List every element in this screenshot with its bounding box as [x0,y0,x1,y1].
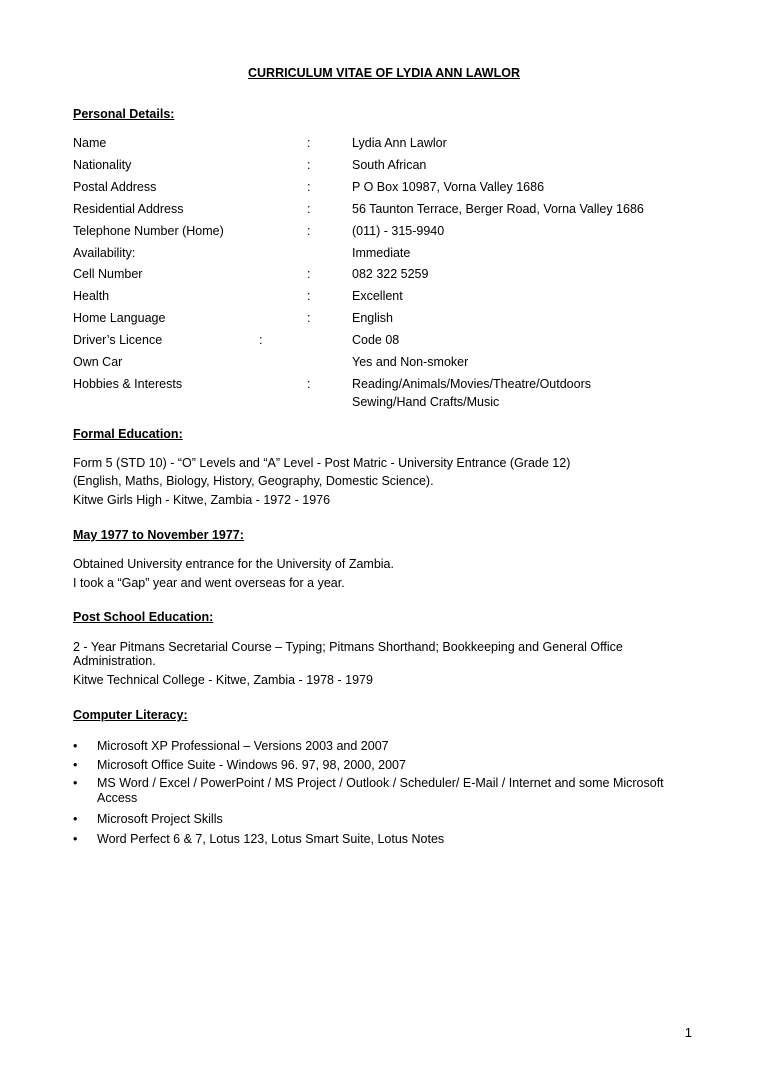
personal-details-heading: Personal Details: [73,107,175,121]
detail-value: Reading/Animals/Movies/Theatre/Outdoors [352,377,592,391]
detail-value: Lydia Ann Lawlor [352,136,447,150]
detail-value: P O Box 10987, Vorna Valley 1686 [352,180,545,194]
detail-value: South African [352,158,427,172]
detail-value: 56 Taunton Terrace, Berger Road, Vorna Valley 1686 [352,202,644,216]
detail-colon: : [307,377,311,391]
document-title: CURRICULUM VITAE OF LYDIA ANN LAWLOR [248,66,520,80]
detail-colon: : [259,333,263,347]
bullet-icon: • [73,758,78,772]
detail-label: Driver’s Licence [73,333,163,347]
detail-value: Code 08 [352,333,400,347]
detail-row-nationality [73,158,713,178]
detail-row-cell-number [73,267,713,287]
post-school-line: Administration. [73,654,156,668]
list-item-text: MS Word / Excel / PowerPoint / MS Project / Outlook / Scheduler/ E-Mail / Internet and some Microsoft Access [97,776,664,805]
detail-colon: : [307,267,311,281]
post-school-line: Kitwe Technical College - Kitwe, Zambia - 1978 - 1979 [73,673,373,687]
detail-label: Nationality [73,158,132,172]
detail-label: Own Car [73,355,123,369]
detail-value: Yes and Non-smoker [352,355,469,369]
detail-value: Immediate [352,246,411,260]
detail-value: 082 322 5259 [352,267,429,281]
detail-value-continued: Sewing/Hand Crafts/Music [352,395,500,409]
detail-row-home-language [73,311,713,331]
detail-label: Availability: [73,246,136,260]
detail-value: Excellent [352,289,403,303]
page-number: 1 [684,1025,692,1040]
detail-colon: : [307,289,311,303]
detail-colon: : [307,224,311,238]
detail-value: English [352,311,393,325]
detail-row-hobbies [73,377,713,417]
detail-row-residential-address [73,202,713,222]
post-school-line: 2 - Year Pitmans Secretarial Course – Typing; Pitmans Shorthand; Bookkeeping and General Office [73,640,623,654]
list-item-text: Word Perfect 6 & 7, Lotus 123, Lotus Smart Suite, Lotus Notes [97,832,445,846]
detail-value: (011) - 315-9940 [352,224,445,238]
detail-label: Home Language [73,311,166,325]
gap-year-line: I took a “Gap” year and went overseas for a year. [73,576,345,590]
detail-label: Name [73,136,107,150]
detail-row-health [73,289,713,309]
detail-label: Health [73,289,110,303]
formal-education-heading: Formal Education: [73,427,183,441]
detail-row-availability [73,246,713,266]
formal-education-line: Form 5 (STD 10) - “O” Levels and “A” Level - Post Matric - University Entrance (Grade 12) [73,456,571,470]
bullet-icon: • [73,739,78,753]
detail-label: Postal Address [73,180,157,194]
detail-row-own-car [73,355,713,375]
formal-education-line: (English, Maths, Biology, History, Geography, Domestic Science). [73,474,434,488]
detail-colon: : [307,202,311,216]
detail-row-name [73,136,713,156]
detail-label: Residential Address [73,202,184,216]
gap-year-heading: May 1977 to November 1977: [73,528,244,542]
detail-colon: : [307,311,311,325]
detail-label: Hobbies & Interests [73,377,183,391]
post-school-heading: Post School Education: [73,610,214,624]
detail-row-telephone [73,224,713,244]
detail-colon: : [307,136,311,150]
detail-row-drivers-licence [73,333,713,353]
detail-label: Telephone Number (Home) [73,224,224,238]
list-item-text: Microsoft Project Skills [97,812,223,826]
bullet-icon: • [73,832,78,846]
detail-row-postal-address [73,180,713,200]
formal-education-line: Kitwe Girls High - Kitwe, Zambia - 1972 - 1976 [73,493,331,507]
computer-literacy-heading: Computer Literacy: [73,708,188,722]
bullet-icon: • [73,776,78,790]
detail-colon: : [307,158,311,172]
list-item-text: Microsoft XP Professional – Versions 2003 and 2007 [97,739,389,753]
list-item-text: Microsoft Office Suite - Windows 96. 97, 98, 2000, 2007 [97,758,406,772]
detail-label: Cell Number [73,267,143,281]
gap-year-line: Obtained University entrance for the University of Zambia. [73,557,394,571]
bullet-icon: • [73,812,78,826]
detail-colon: : [307,180,311,194]
